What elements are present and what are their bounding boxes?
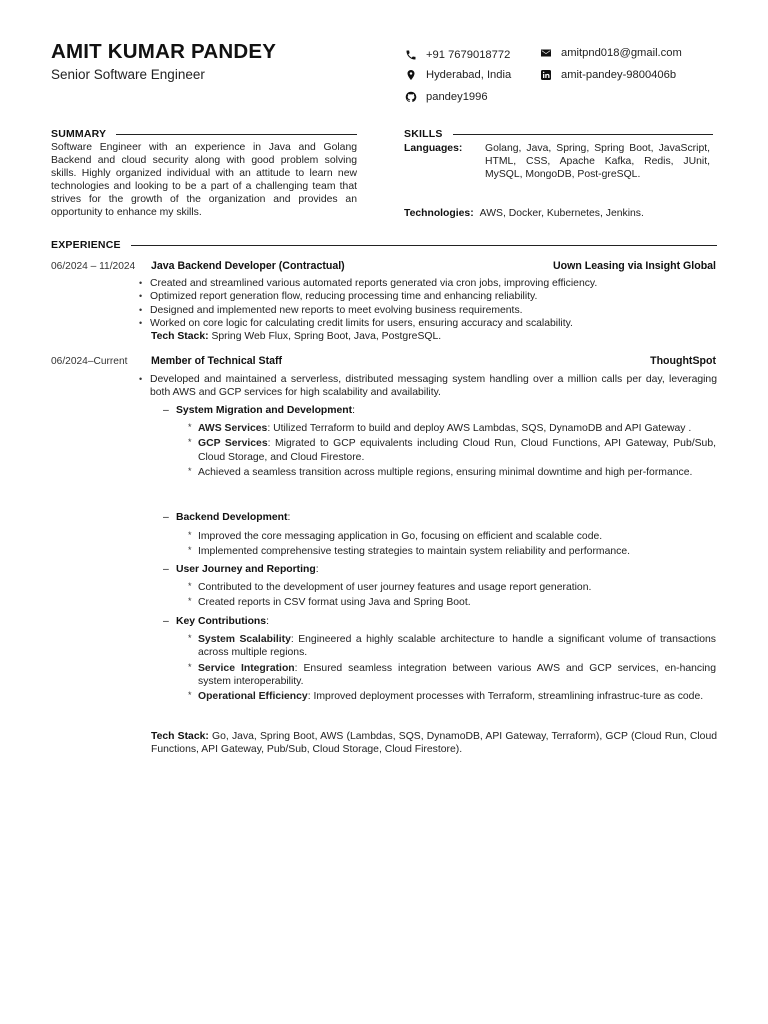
- map-pin-icon: [405, 69, 417, 81]
- summary-heading: [51, 128, 357, 140]
- item-label: System Scalability: [198, 634, 291, 645]
- email-link[interactable]: amitpnd018@gmail.com: [561, 47, 682, 59]
- contact-location: [405, 69, 511, 81]
- summary-text: Software Engineer with an experience in Java and Golang Backend and cloud security along with good problem solving skills. Highly organized individual with an attitude to learn new technologies and looking to be a part of a challenging team that strives for the growth of the organization and provides an opportunity to enhance my skills.: [51, 142, 357, 219]
- group-heading-colon: :: [266, 616, 269, 627]
- list-item: [198, 437, 716, 464]
- list-item: [198, 581, 716, 594]
- skills-title: SKILLS: [404, 128, 443, 140]
- envelope-icon: [540, 47, 552, 59]
- experience-rule: [131, 245, 717, 246]
- list-item: [198, 530, 716, 543]
- skills-heading: [404, 128, 713, 140]
- list-item: [198, 690, 716, 703]
- job-date: 06/2024–Current: [51, 356, 128, 367]
- item-text: Contributed to the development of user journey features and usage report generation.: [198, 582, 592, 593]
- tech-stack-label: Tech Stack:: [151, 331, 209, 342]
- list-item: [198, 596, 716, 609]
- item-text: : Migrated to GCP equivalents including Cloud Run, Cloud Functions, API Gateway, Pub/Sub, Cloud Storage, and Cloud Firestore.: [198, 438, 716, 463]
- experience-heading: [51, 239, 717, 251]
- github-link[interactable]: pandey1996: [426, 91, 488, 103]
- item-text: : Engineered a highly scalable architecture to handle a significant volume of transactions across multiple regions.: [198, 634, 716, 659]
- tech-stack-label: Tech Stack:: [151, 731, 209, 742]
- phone-text[interactable]: +91 7679018772: [426, 49, 511, 61]
- item-text: : Improved deployment processes with Terraform, streamlining infrastruc-ture as code.: [307, 691, 704, 703]
- skills-rule: [453, 134, 713, 135]
- list-item: • Developed and maintained a serverless, distributed messaging system handling over a million calls per day, leveraging both AWS and GCP services for high scalability and availability.: [150, 373, 717, 400]
- dash-marker: –: [163, 564, 169, 575]
- list-item: [198, 633, 716, 660]
- group-items: [198, 530, 716, 559]
- tech-stack-value: Go, Java, Spring Boot, AWS (Lambdas, SQS, DynamoDB, API Gateway, Terraform), GCP (Cloud Run, Cloud Functions, API Gateway, Pub/Sub, Cloud Storage, Cloud Firestore).: [151, 731, 717, 756]
- languages-label: Languages:: [404, 143, 463, 154]
- github-icon: [405, 91, 417, 103]
- job-date: 06/2024 – 11/2024: [51, 261, 136, 272]
- job-bullets: [150, 373, 717, 400]
- contact-phone: [405, 49, 510, 61]
- contact-email: [540, 47, 682, 59]
- list-item: • Worked on core logic for calculating credit limits for users, ensuring accuracy and scalability.: [150, 317, 716, 330]
- location-text: Hyderabad, India: [426, 69, 512, 81]
- skills-languages: [404, 142, 710, 181]
- item-label: Service Integration: [198, 662, 295, 674]
- experience-title: EXPERIENCE: [51, 239, 121, 251]
- item-label: GCP Services: [198, 438, 268, 450]
- summary-title: SUMMARY: [51, 128, 107, 140]
- contact-linkedin: [540, 69, 676, 81]
- job-company: ThoughtSpot: [650, 355, 716, 367]
- technologies-label: Technologies:: [404, 208, 474, 219]
- group-heading-text: Key Contributions: [176, 616, 267, 627]
- list-item: [198, 662, 716, 689]
- technologies-value: AWS, Docker, Kubernetes, Jenkins.: [479, 208, 644, 219]
- job-role: Member of Technical Staff: [151, 355, 283, 367]
- list-item: • Created and streamlined various automated reports generated via cron jobs, improving efficiency.: [150, 277, 716, 290]
- item-text: Achieved a seamless transition across multiple regions, ensuring minimal downtime and high per-formance.: [198, 466, 693, 478]
- list-item: [198, 422, 716, 435]
- group-heading: [163, 404, 355, 417]
- item-text: Improved the core messaging application in Go, focusing on efficient and scalable code.: [198, 531, 603, 542]
- dash-marker: –: [163, 512, 169, 523]
- dash-marker: –: [163, 616, 169, 627]
- item-text: Created reports in CSV format using Java and Spring Boot.: [198, 597, 471, 609]
- tech-stack-value: Spring Web Flux, Spring Boot, Java, PostgreSQL.: [211, 331, 442, 342]
- group-items: [198, 633, 716, 703]
- group-heading-colon: :: [352, 405, 355, 416]
- item-text: : Ensured seamless integration between various AWS and GCP services, en-hancing system interoperability.: [198, 662, 716, 687]
- group-heading: [163, 511, 290, 524]
- dash-marker: –: [163, 405, 169, 416]
- list-item: [198, 545, 716, 558]
- candidate-title: Senior Software Engineer: [51, 67, 205, 82]
- languages-value: Golang, Java, Spring, Spring Boot, JavaScript, HTML, CSS, Apache Kafka, Redis, JUnit, MySQL, MongoDB, Post-greSQL.: [485, 143, 710, 181]
- group-heading-text: User Journey and Reporting: [176, 564, 316, 575]
- list-item: [198, 466, 716, 479]
- job-bullets: [150, 277, 716, 330]
- list-item: • Optimized report generation flow, reducing processing time and enhancing reliability.: [150, 290, 716, 303]
- summary-rule: [116, 134, 357, 135]
- job-tech-stack: [151, 330, 717, 343]
- linkedin-icon: [540, 69, 552, 81]
- job-tech-stack: [151, 730, 717, 757]
- job-company: Uown Leasing via Insight Global: [552, 260, 716, 272]
- item-label: AWS Services: [198, 423, 268, 434]
- item-text: Implemented comprehensive testing strategies to maintain system reliability and performance.: [198, 546, 630, 558]
- group-heading: [163, 615, 269, 628]
- linkedin-link[interactable]: amit-pandey-9800406b: [561, 69, 677, 81]
- group-items: [198, 581, 716, 610]
- phone-icon: [405, 49, 417, 61]
- candidate-name: AMIT KUMAR PANDEY: [51, 40, 277, 63]
- item-text: : Utilized Terraform to build and deploy AWS Lambdas, SQS, DynamoDB and API Gateway .: [267, 423, 692, 434]
- item-label: Operational Efficiency: [198, 691, 308, 703]
- group-heading: [163, 563, 319, 576]
- group-heading-colon: :: [287, 512, 291, 523]
- contact-github: [405, 91, 488, 103]
- group-heading-text: Backend Development: [176, 512, 288, 523]
- list-item: • Designed and implemented new reports to meet evolving business requirements.: [150, 304, 716, 317]
- job-role: Java Backend Developer (Contractual): [151, 260, 345, 272]
- group-heading-colon: :: [315, 564, 319, 575]
- group-items: [198, 422, 716, 479]
- group-heading-text: System Migration and Development: [176, 405, 353, 416]
- skills-technologies: [404, 207, 710, 220]
